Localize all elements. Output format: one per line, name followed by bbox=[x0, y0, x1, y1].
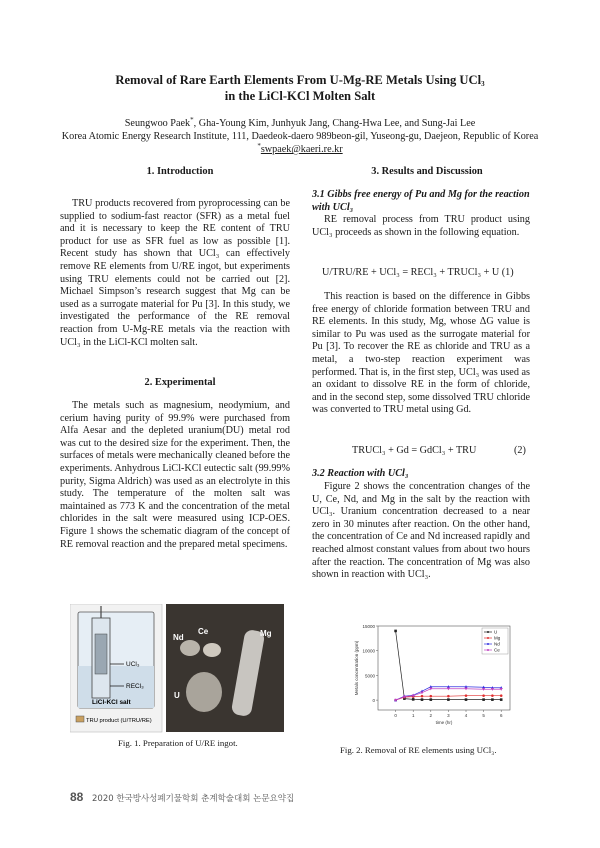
legend-marker bbox=[487, 631, 489, 633]
equation-2-number: (2) bbox=[514, 445, 526, 456]
section-1-body bbox=[60, 198, 290, 349]
label-recl3: RECl₃ bbox=[126, 683, 144, 690]
footer-proceedings: 2020 한국방사성폐기물학회 춘계학술대회 논문요약집 bbox=[92, 794, 295, 804]
subsection-3-2-body bbox=[312, 481, 530, 582]
reaction-intro-paragraph: RE removal process from TRU product using UCl₃ proceeds as shown in the following equation. bbox=[312, 214, 530, 238]
paper-title bbox=[60, 72, 540, 104]
email-line bbox=[40, 143, 560, 156]
legend-label-u: U bbox=[494, 629, 498, 635]
legend-label-ce: Ce bbox=[494, 647, 500, 653]
data-point bbox=[491, 694, 494, 697]
email-mark: * bbox=[257, 142, 261, 150]
data-point bbox=[447, 698, 450, 701]
figure-2-chart bbox=[332, 620, 532, 742]
legend-label-mg: Mg bbox=[494, 635, 501, 641]
data-point bbox=[491, 698, 494, 701]
experimental-paragraph: The metals such as magnesium, neodymium, and cerium having purity of 99.9% were purchased from Alfa Aesar and the depleted uranium(DU) metal rod was cut to the desired size for the experiment. Then, the surfaces of metals were mechanically cleaned before the experiments. Anhydrous LiCl-KCl eutectic salt (99.99% purity, Sigma Aldrich) was used as an electrolyte in this study. The temperature of the molten salt was maintained as 773 K and the concentration of the metal chlorides in the salt were measured using ICP-OES. Figure 1 shows the schematic diagram of the concept of RE removal reaction and the prepared metal specimens. bbox=[60, 400, 290, 550]
label-nd: Nd bbox=[173, 633, 184, 642]
gibbs-paragraph: This reaction is based on the difference in Gibbs free energy of chloride formation between TRU and RE elements. In this study, Mg, whose ΔG value is similar to Pu was used as the surrogate material for Pu [3]. To recover the RE as chloride and TRU as a metal, a two-step reaction experiment was performed. That is, in the first step, UCl₃ was used as an oxidant to dissolve RE in the form of chloride, and in the second step, some dissolved TRU chloride was converted to TRU metal using Gd. bbox=[312, 291, 530, 416]
x-axis-label: time (hr) bbox=[435, 720, 453, 725]
affiliation: Korea Atomic Energy Research Institute, 111, Daedeok-daero 989beon-gil, Yuseong-gu, Daejeon, Republic of Korea bbox=[61, 131, 539, 142]
equation-1: U/TRU/RE + UCl₃ = RECl₃ + TRUCl₃ + U (1) bbox=[322, 267, 514, 278]
plot-frame bbox=[378, 626, 510, 710]
x-tick-label: 2 bbox=[429, 713, 433, 718]
section-2-body bbox=[60, 400, 290, 551]
subsection-3-2-heading: 3.2 Reaction with UCl₃ bbox=[312, 468, 409, 479]
ce-piece bbox=[203, 643, 221, 657]
reaction-results-paragraph: Figure 2 shows the concentration changes of the U, Ce, Nd, and Mg in the salt by the reaction with UCl₃. Uranium concentration decreased to a near zero in 30 minutes after reaction. On the other hand, the concentration of Ce and Nd increased rapidly and reached almost constant values from about two hours after the reaction. The concentration of Mg was also shown in reaction with UCl₃. bbox=[312, 481, 530, 581]
nd-piece bbox=[180, 640, 200, 656]
data-point bbox=[430, 695, 433, 698]
figure-1-graphic bbox=[70, 604, 284, 734]
title-line-2: in the LiCl-KCl Molten Salt bbox=[224, 89, 376, 103]
author-list bbox=[40, 117, 560, 130]
label-mg: Mg bbox=[260, 629, 272, 638]
subsection-3-1-heading: 3.1 Gibbs free energy of Pu and Mg for the reaction with UCl₃ bbox=[312, 189, 530, 213]
y-axis-label: Metals concentration (ppm) bbox=[354, 640, 359, 696]
legend-label-nd: Nd bbox=[494, 641, 500, 647]
y-tick-label: 10000 bbox=[362, 648, 375, 654]
data-point bbox=[465, 694, 468, 697]
photo-panel bbox=[166, 604, 284, 732]
page-number: 88 bbox=[70, 790, 84, 804]
email-link[interactable]: swpaek@kaeri.re.kr bbox=[260, 144, 343, 155]
data-point bbox=[500, 698, 503, 701]
label-ucl3: UCl₃ bbox=[126, 661, 140, 668]
data-point bbox=[430, 698, 433, 701]
section-1-heading: 1. Introduction bbox=[146, 166, 214, 177]
intro-paragraph: TRU products recovered from pyroprocessing can be supplied to sodium-fast reactor (SFR) as a metal fuel and it is necessary to keep the RE content of TRU product for use as SFR fuel as low as possible [1]. Recent study has shown that UCl₃ can effectively remove RE elements from U/RE ingot, but experiments using TRU elements could not be carried out [2]. Michael Simpson’s research suggest that Mg can be used as a surrogate material for Pu [3]. In this study, we investigated the performance of the RE removal reaction from U-Mg-RE metals via the reaction with UCl₃ in the LiCl-KCl molten salt. bbox=[60, 198, 290, 348]
y-tick-label: 0 bbox=[372, 698, 375, 704]
title-line-1: Removal of Rare Earth Elements From U-Mg-RE Metals Using UCl bbox=[115, 73, 482, 87]
data-point bbox=[500, 694, 503, 697]
data-point bbox=[482, 694, 485, 697]
data-point bbox=[421, 695, 424, 698]
label-ce: Ce bbox=[198, 627, 209, 636]
x-tick-label: 6 bbox=[499, 713, 503, 718]
legend-marker bbox=[487, 649, 489, 651]
data-point bbox=[465, 698, 468, 701]
data-point bbox=[421, 698, 424, 701]
x-tick-label: 5 bbox=[482, 713, 485, 718]
x-tick-label: 1 bbox=[411, 713, 415, 718]
label-u: U bbox=[174, 691, 180, 700]
label-product: TRU product (U/TRU/RE) bbox=[86, 718, 152, 724]
other-authors: , Gha-Young Kim, Junhyuk Jang, Chang-Hwa Lee, and Sung-Jai Lee bbox=[193, 118, 476, 129]
title-line-1-subscript: 3 bbox=[481, 80, 485, 88]
section-3-heading: 3. Results and Discussion bbox=[371, 166, 483, 177]
figure-2 bbox=[332, 620, 532, 742]
legend-marker bbox=[487, 643, 489, 645]
data-point bbox=[394, 630, 397, 633]
x-tick-label: 0 bbox=[394, 713, 397, 718]
data-point bbox=[482, 698, 485, 701]
subsection-3-1-body-b bbox=[312, 291, 530, 417]
metal-pieces bbox=[95, 634, 107, 674]
figure-2-caption: Fig. 2. Removal of RE elements using UCl₃. bbox=[340, 745, 497, 755]
first-author: Seungwoo Paek bbox=[124, 118, 191, 129]
y-tick-label: 15000 bbox=[362, 624, 375, 629]
figure-1-caption: Fig. 1. Preparation of U/RE ingot. bbox=[118, 738, 238, 748]
x-tick-label: 4 bbox=[464, 713, 468, 718]
subsection-3-1-body-a bbox=[312, 214, 530, 239]
product-swatch bbox=[76, 716, 84, 722]
equation-2: TRUCl₃ + Gd = GdCl₃ + TRU bbox=[352, 445, 477, 456]
data-point bbox=[447, 695, 450, 698]
label-salt: LiCl-KCl salt bbox=[92, 699, 131, 706]
x-tick-label: 3 bbox=[447, 713, 450, 718]
corresponding-mark: * bbox=[190, 116, 194, 124]
y-tick-label: 5000 bbox=[364, 673, 375, 679]
u-piece bbox=[186, 672, 222, 712]
data-point bbox=[412, 698, 415, 701]
figure-1 bbox=[70, 604, 284, 734]
section-2-heading: 2. Experimental bbox=[144, 377, 216, 388]
legend-marker bbox=[487, 637, 489, 639]
